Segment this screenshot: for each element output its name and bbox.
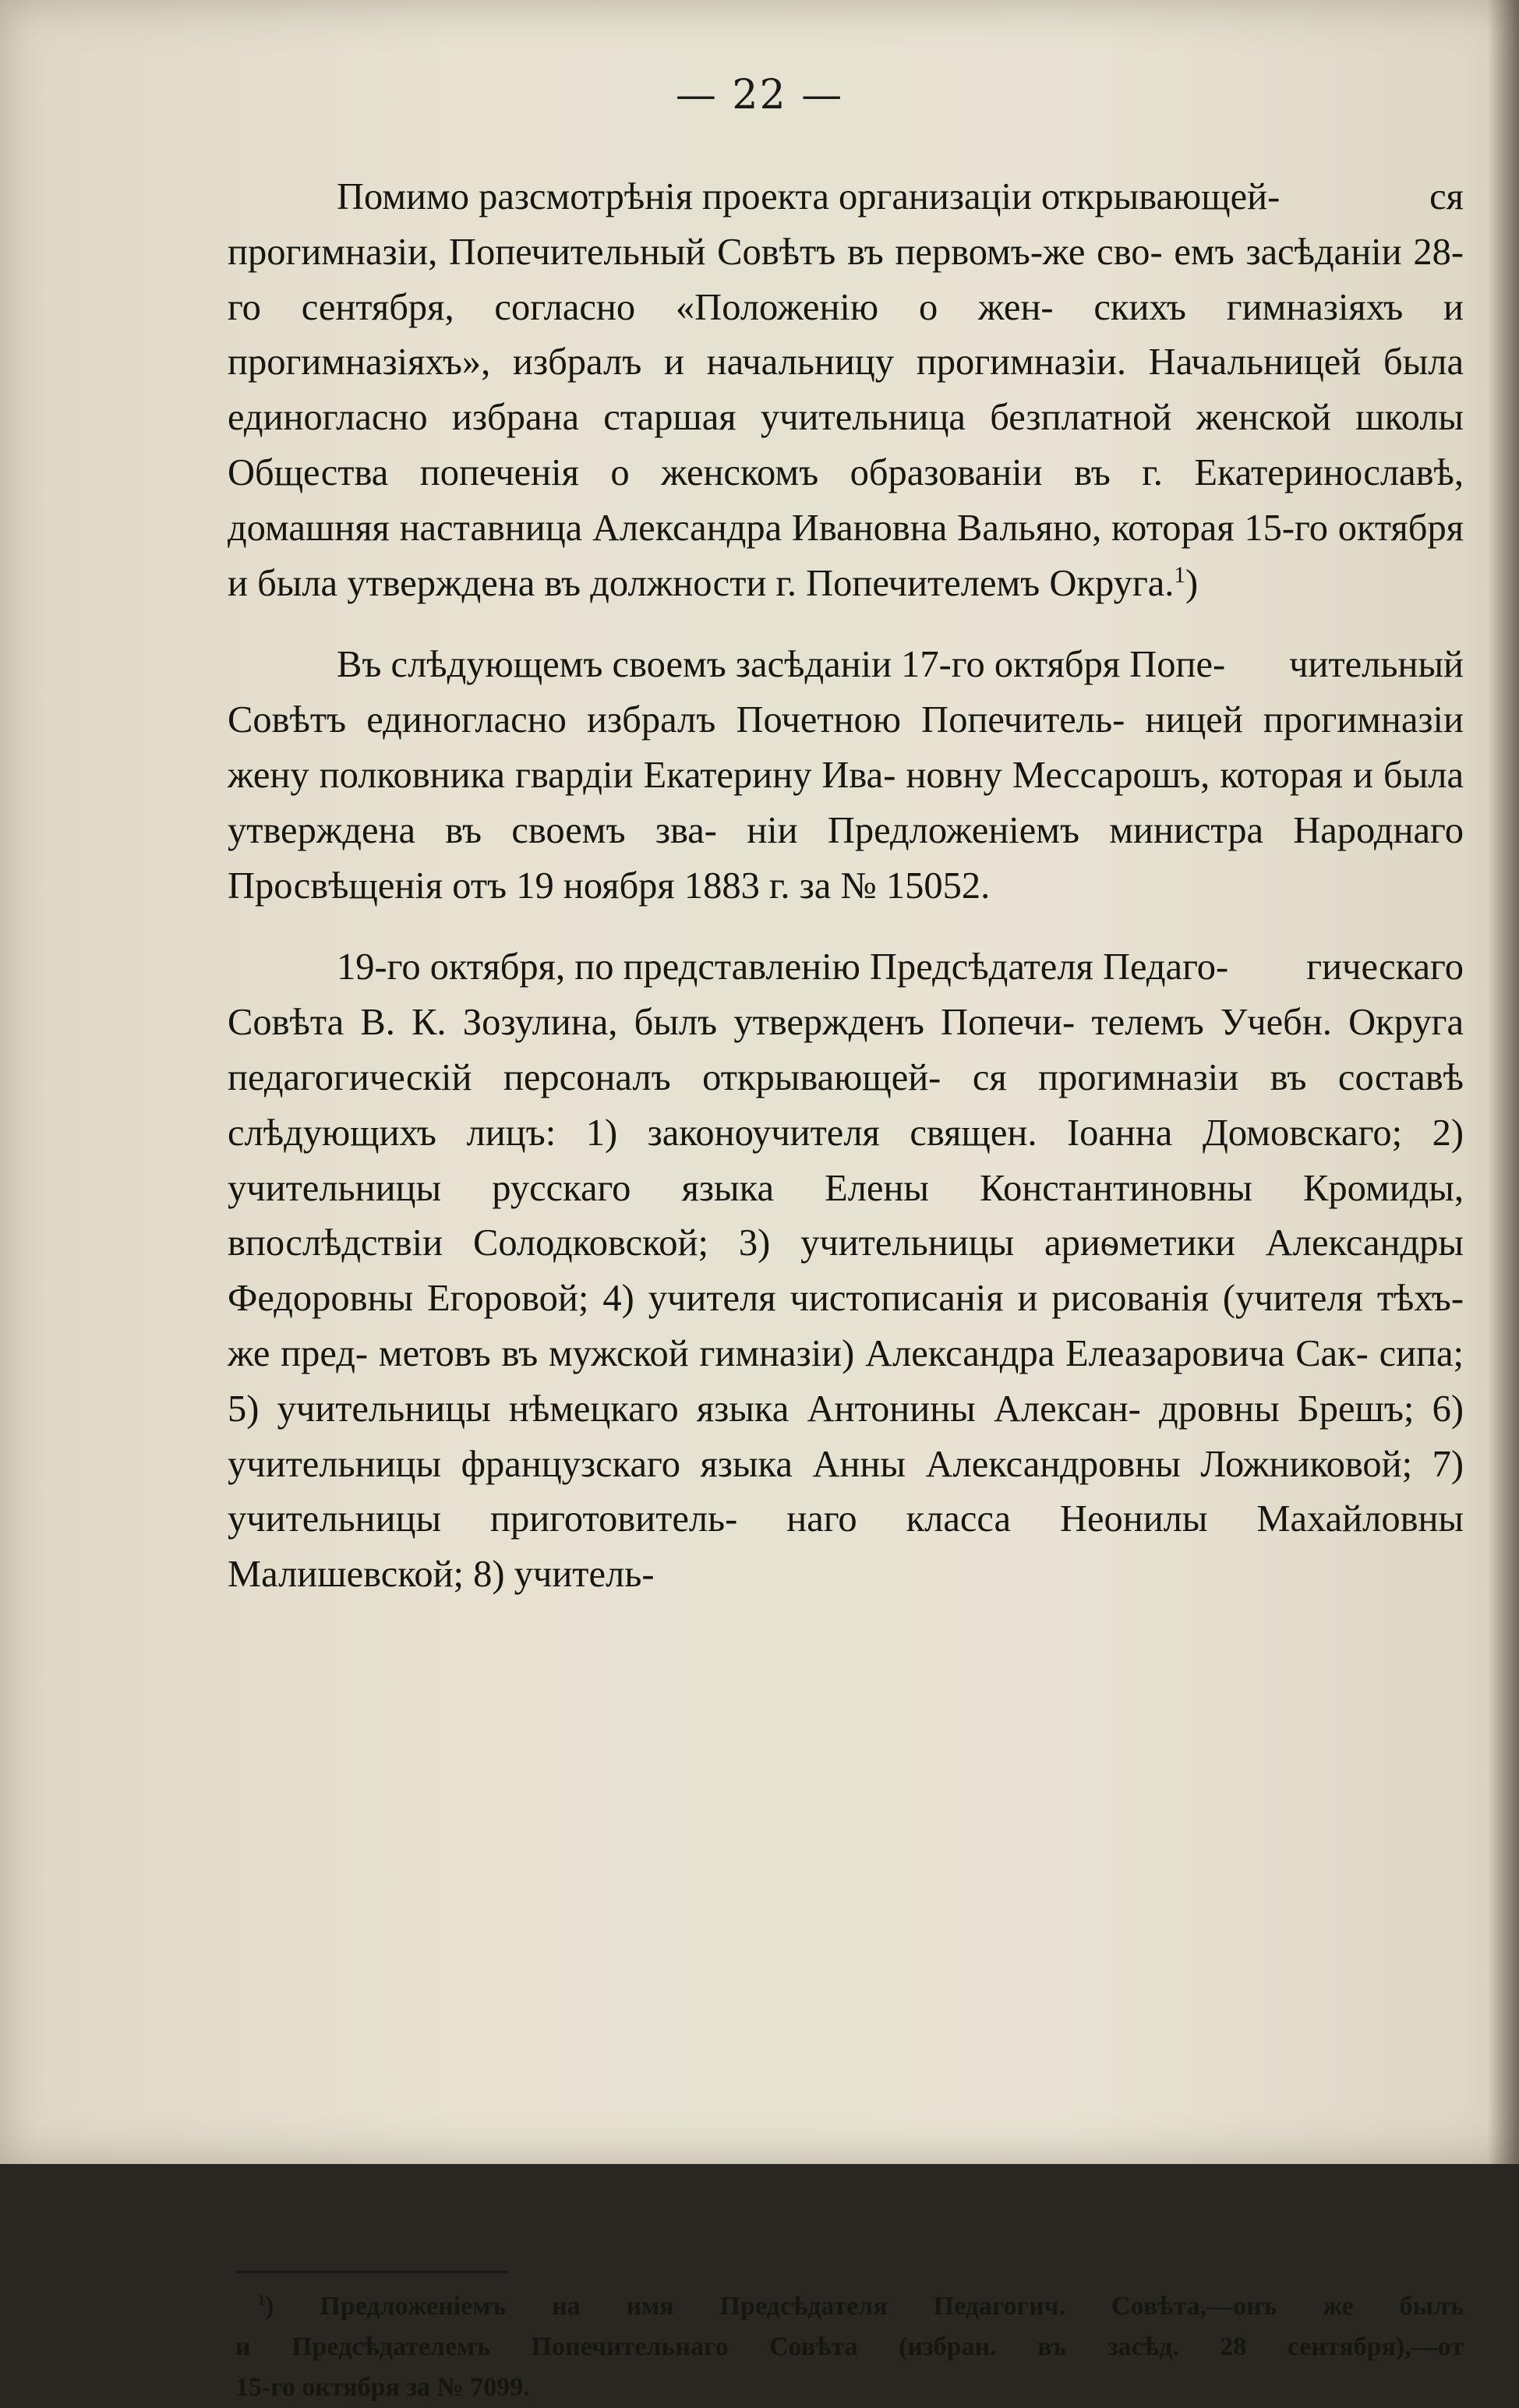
footnote-text: ) Предложеніемъ на имя Предсѣдателя Педагогич. Совѣта,—онъ же былъ — [265, 2292, 1464, 2321]
page-edge-shadow — [1488, 0, 1519, 2164]
text-line: учительница безплатной женской школы Общества попеченія — [228, 397, 1464, 493]
text-line: о женскомъ образованіи въ г. Екатеринославѣ, домашняя — [228, 451, 1464, 549]
main-text — [228, 170, 1464, 1603]
text-line: ницей прогимназіи жену полковника гвардіи Екатерину Ива- — [228, 699, 1464, 796]
paragraph-2 — [228, 638, 1464, 914]
text-line: Въ слѣдующемъ своемъ засѣданіи 17-го октября Попе- — [337, 644, 1226, 686]
text-line: 3) учительницы ариѳметики Александры Федоровны Егоровой; — [228, 1222, 1464, 1320]
text-line: телемъ Учебн. Округа педагогическій персоналъ открывающей- — [228, 1002, 1464, 1098]
text-line: сипа; 5) учительницы нѣмецкаго языка Антонины Алексан- — [228, 1332, 1464, 1430]
paragraph-3 — [228, 940, 1464, 1603]
text-line: Помимо разсмотрѣнія проекта организаціи открывающей- — [337, 176, 1281, 217]
text-line: новну Мессарошъ, которая и была утверждена въ своемъ зва- — [228, 754, 1464, 851]
text-line: наставница Александра Ивановна Вальяно, которая 15-го — [399, 507, 1328, 549]
text-line: чительный Совѣтъ единогласно избралъ Почетною Попечитель- — [228, 644, 1464, 741]
footnote-line: и Предсѣдателемъ Попечительнаго Совѣта (избран. въ засѣд. 28 сентября),—от — [235, 2332, 1464, 2361]
text-line: ся прогимназіи въ составѣ слѣдующихъ лицъ: 1) законоучителя — [228, 1056, 1464, 1154]
page-number: — 22 — — [675, 72, 844, 118]
text-line: ноября 1883 г. за № 15052. — [563, 865, 991, 907]
text-line: Округа. — [1049, 562, 1175, 604]
footnote — [235, 2286, 1464, 2408]
text-line: дровны Брешъ; 6) учительницы французскаго языка Анны — [228, 1388, 1464, 1485]
footnote-separator — [235, 2271, 508, 2273]
text-line: 19-го октября, по представленію Предсѣдателя Педаго- — [337, 946, 1229, 988]
text-line: прогимназіи. Начальницей была единогласно избрана старшая — [228, 341, 1464, 439]
footnote-marker: 1 — [1174, 562, 1185, 588]
footnote-marker: 1 — [257, 2291, 266, 2309]
closing-paren: ) — [1185, 562, 1199, 604]
text-line: метовъ въ мужской гимназіи) Александра Елеазаровича Сак- — [378, 1332, 1369, 1374]
text-line: Елены Константиновны Кромиды, впослѣдствіи Солодковской; — [228, 1167, 1464, 1264]
text-line: емъ засѣданіи 28-го сентября, согласно «Положенію о жен- — [228, 231, 1464, 328]
text-line: октября и была утверждена въ должности г. Попечителемъ — [228, 507, 1464, 604]
text-line: ся прогимназіи, Попечительный Совѣтъ въ первомъ-же сво- — [228, 176, 1464, 273]
text-line: священ. Іоанна Домовскаго; 2) учительницы русскаго языка — [228, 1112, 1464, 1209]
footnote-line: 15-го октября за № 7099. — [235, 2373, 530, 2402]
text-line: 4) учителя чистописанія и рисованія (учителя тѣхъ-же пред- — [228, 1278, 1464, 1374]
text-line: наго класса Неонилы Махайловны Малишевской; 8) учитель- — [228, 1498, 1464, 1596]
footnote-line — [235, 2286, 1464, 2327]
text-line: скихъ гимназіяхъ и прогимназіяхъ», избралъ и начальницу — [228, 286, 1464, 384]
text-line: Александровны Ложниковой; 7) учительницы приготовитель- — [228, 1443, 1464, 1540]
paragraph-1 — [228, 170, 1464, 611]
text-line: гическаго Совѣта В. К. Зозулина, былъ утвержденъ Попечи- — [228, 946, 1464, 1044]
text-line: ніи Предложеніемъ министра Народнаго Просвѣщенія отъ 19 — [228, 809, 1464, 907]
